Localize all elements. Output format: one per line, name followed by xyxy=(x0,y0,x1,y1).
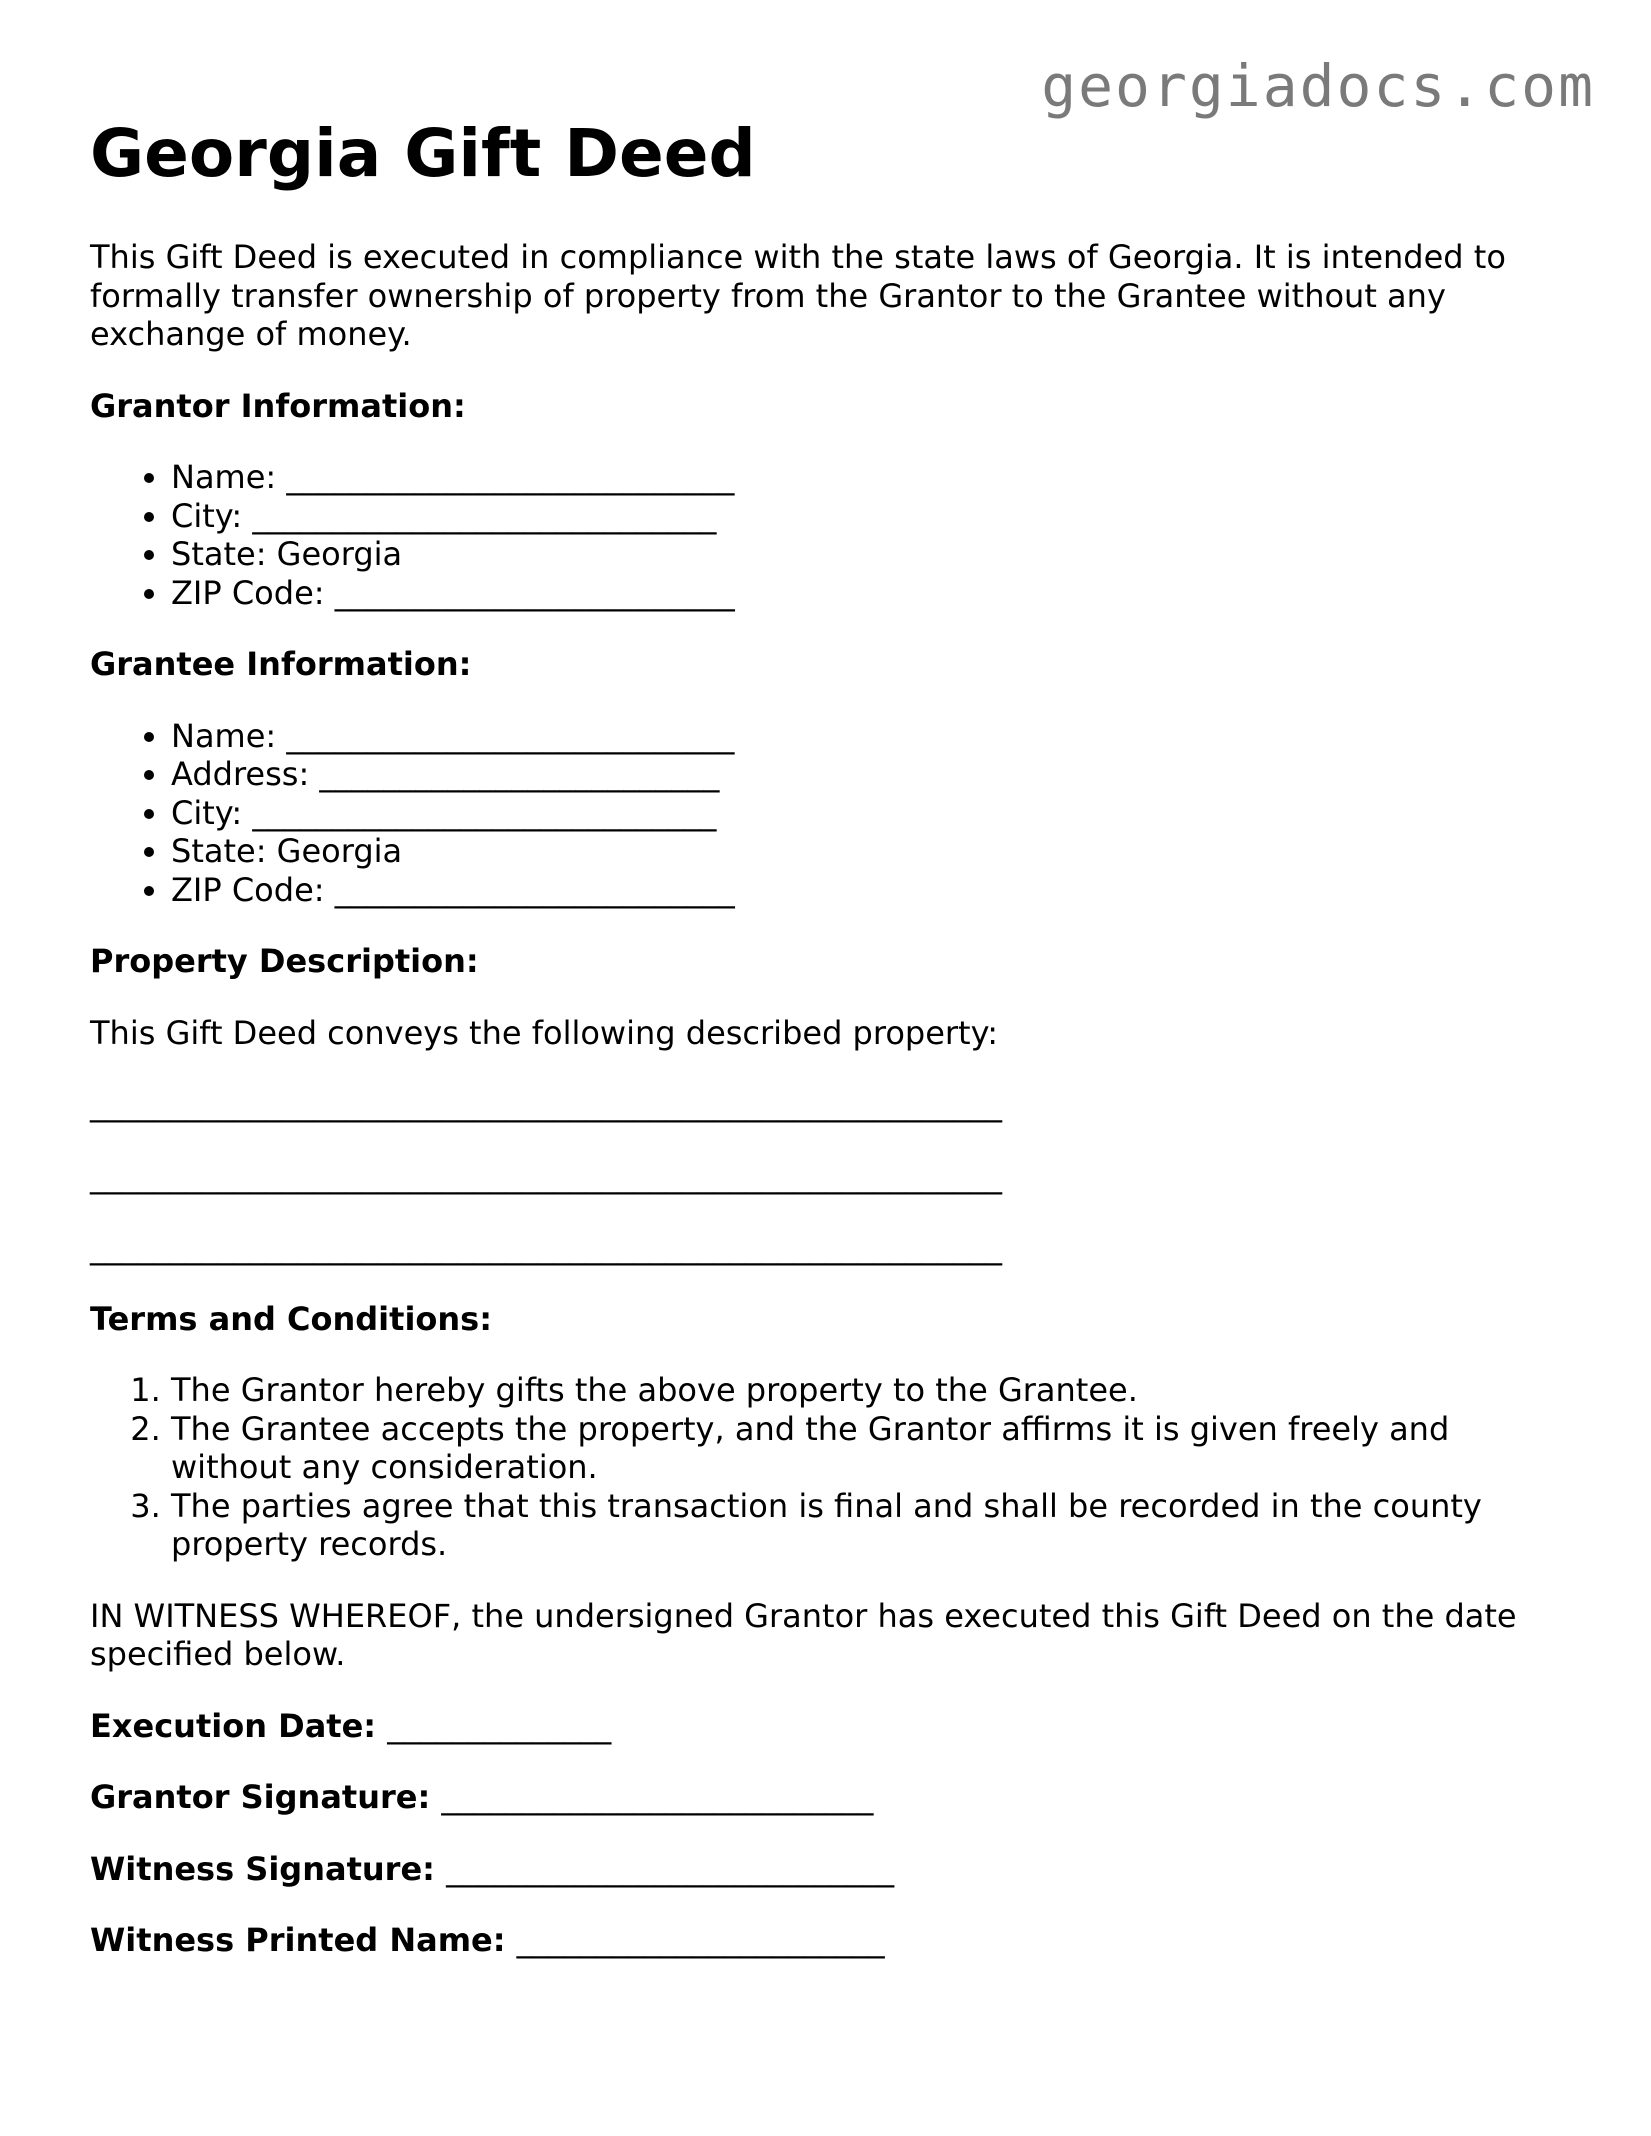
grantor-info-list xyxy=(90,458,1560,612)
grantor-signature-line xyxy=(90,1778,1560,1817)
property-intro: This Gift Deed conveys the following described property: xyxy=(90,1013,998,1052)
terms-heading: Terms and Conditions: xyxy=(90,1299,493,1338)
property-heading: Property Description: xyxy=(90,942,479,980)
witness-signature-line xyxy=(90,1850,1560,1889)
site-watermark: georgiadocs.com xyxy=(1041,52,1595,120)
grantor-heading: Grantor Information: xyxy=(90,386,466,425)
witness-signature-label: Witness Signature: xyxy=(90,1849,435,1888)
intro-paragraph: This Gift Deed is executed in compliance with the state laws of Georgia. It is intended to formally transfer ownership of property from the Grantor to the Grantee without any exchange of money. xyxy=(90,238,1506,353)
grantee-info-list xyxy=(90,717,1560,910)
witness-printed-name-line xyxy=(90,1921,1560,1960)
grantor-name-field[interactable]: • Name: ____________________________ xyxy=(171,458,1560,497)
grantor-signature-field[interactable]: ___________________________ xyxy=(441,1778,874,1816)
term-item: 2. The Grantee accepts the property, and the Grantor affirms it is given freely and without any consideration. xyxy=(171,1410,1560,1487)
property-description-line-3[interactable]: _________________________________________________________ xyxy=(90,1228,1002,1266)
document-title: Georgia Gift Deed xyxy=(90,115,756,192)
grantee-city-field[interactable]: • City: _____________________________ xyxy=(171,794,1560,833)
grantee-state-field: • State: Georgia xyxy=(171,832,1560,871)
grantee-zip-field[interactable]: • ZIP Code: _________________________ xyxy=(171,871,1560,910)
grantor-zip-field[interactable]: • ZIP Code: _________________________ xyxy=(171,574,1560,613)
witness-printed-name-label: Witness Printed Name: xyxy=(90,1921,506,1959)
grantee-heading: Grantee Information: xyxy=(90,645,472,683)
grantor-city-field[interactable]: • City: _____________________________ xyxy=(171,497,1560,536)
property-description-line-2[interactable]: _________________________________________________________ xyxy=(90,1156,1002,1195)
document-page xyxy=(90,112,1560,1993)
terms-list xyxy=(90,1371,1560,1564)
witness-signature-field[interactable]: ____________________________ xyxy=(446,1849,895,1888)
grantor-state-field: • State: Georgia xyxy=(171,535,1560,574)
term-item: 3. The parties agree that this transaction is final and shall be recorded in the county property records. xyxy=(171,1487,1560,1564)
term-item: 1. The Grantor hereby gifts the above property to the Grantee. xyxy=(171,1371,1560,1410)
witness-printed-name-field[interactable]: _______________________ xyxy=(516,1921,885,1959)
grantor-signature-label: Grantor Signature: xyxy=(90,1778,431,1816)
execution-date-line xyxy=(90,1707,1560,1746)
execution-date-label: Execution Date: xyxy=(90,1706,377,1745)
property-description-line-1[interactable]: _________________________________________________________ xyxy=(90,1085,1002,1123)
witness-statement: IN WITNESS WHEREOF, the undersigned Grantor has executed this Gift Deed on the date specified below. xyxy=(90,1596,1517,1673)
grantee-name-field[interactable]: • Name: ____________________________ xyxy=(171,717,1560,756)
grantee-address-field[interactable]: • Address: _________________________ xyxy=(171,755,1560,794)
execution-date-field[interactable]: ______________ xyxy=(387,1706,612,1745)
